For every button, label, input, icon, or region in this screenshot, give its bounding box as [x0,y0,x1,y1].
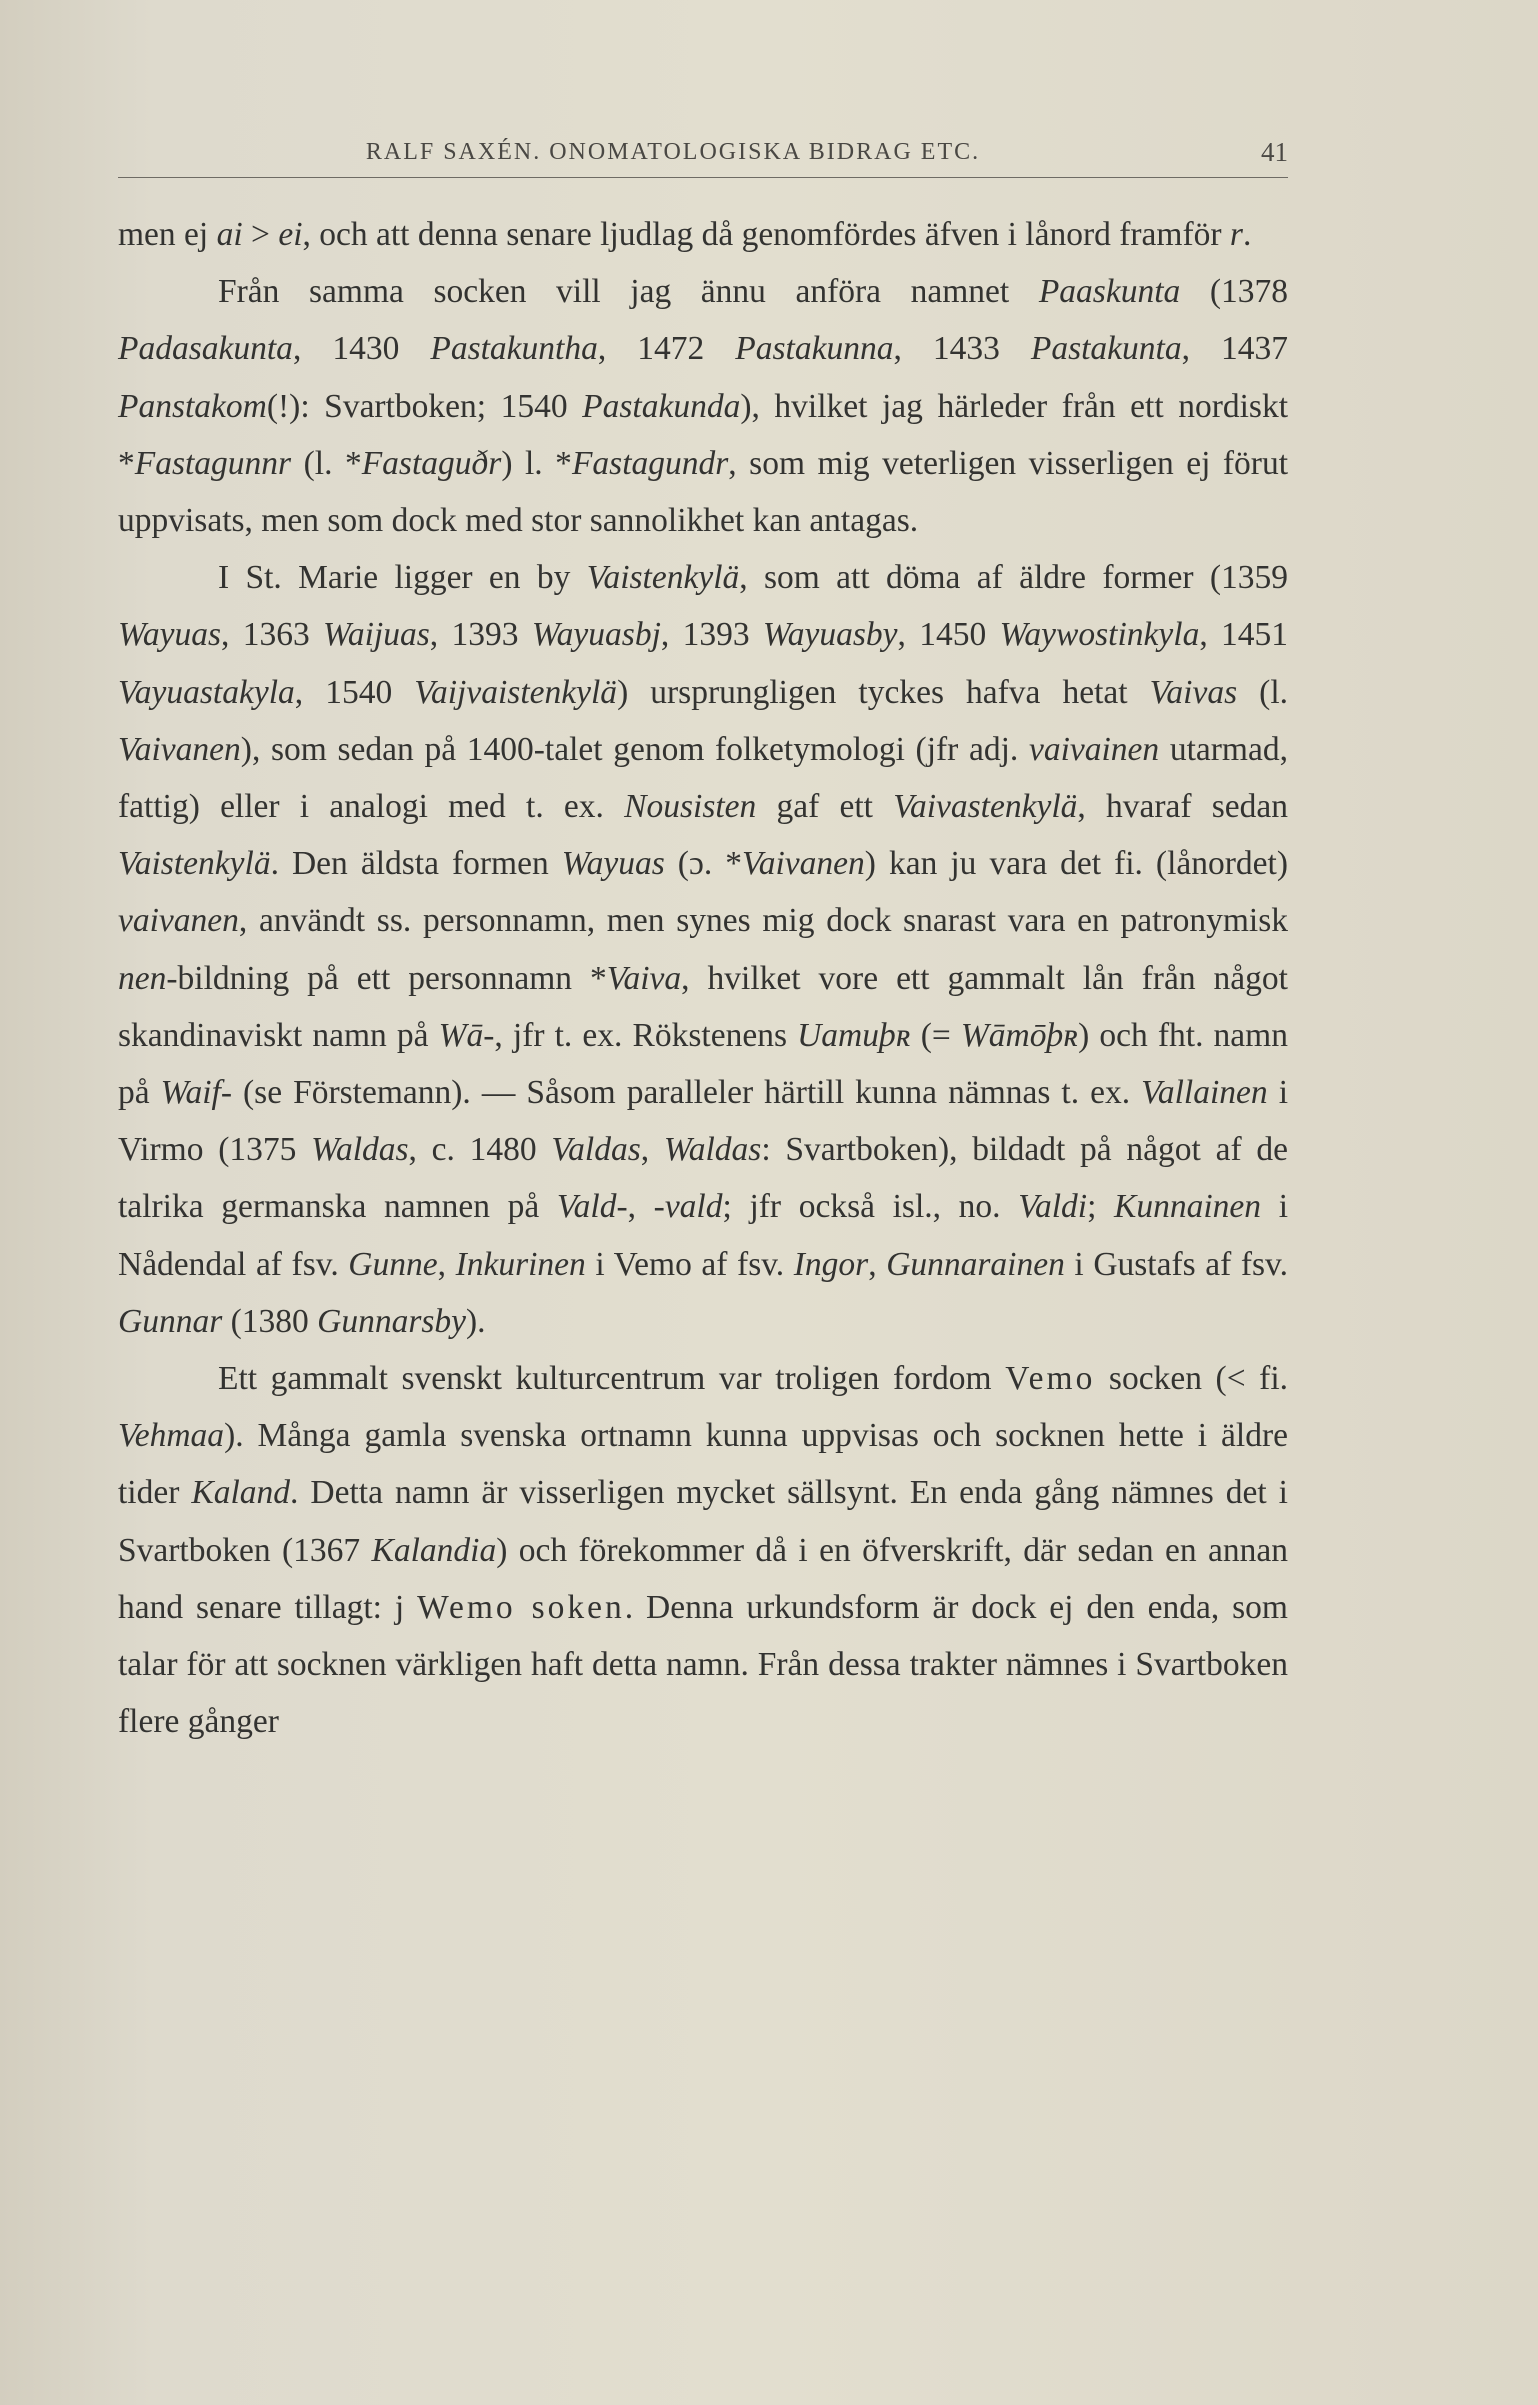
book-page [118,135,1288,1750]
paragraph: Från samma socken vill jag ännu anföra namnet Paaskunta (1378 Padasakunta, 1430 Pastakuntha, 1472 Pastakunna, 1433 Pastakunta, 1437 Panstakom(!): Svartboken; 1540 Pastakunda), hvilket jag härleder från ett nordiskt *Fastagunnr (l. *Fastaguðr) l. *Fastagundr, som mig veterligen visserligen ej förut uppvisats, men som dock med stor sannolikhet kan antagas. [118,273,1289,540]
running-head: RALF SAXÉN. ONOMATOLOGISKA BIDRAG ETC. [365,139,981,165]
body-text [118,206,1288,1750]
page-number: 41 [1261,137,1288,167]
page-header [118,135,1288,178]
paragraph: Ett gammalt svenskt kulturcentrum var troligen fordom Vemo socken (< fi. Vehmaa). Många gamla svenska ortnamn kunna uppvisas och socknen hette i äldre tider Kaland. Detta namn är visserligen mycket sällsynt. En enda gång nämnes det i Svartboken (1367 Kalandia) och förekommer då i en öfverskrift, där sedan en annan hand senare tillagt: j Wemo soken. Denna urkundsform är dock ej den enda, som talar för att socknen värkligen haft detta namn. Från dessa trakter nämnes i Svartboken flere gånger [118,1360,1288,1741]
paragraph: I St. Marie ligger en by Vaistenkylä, som att döma af äldre former (1359 Wayuas, 1363 Waijuas, 1393 Wayuasbj, 1393 Wayuasby, 1450 Waywostinkyla, 1451 Vayuastakyla, 1540 Vaijvaistenkylä) ursprungligen tyckes hafva hetat Vaivas (l. Vaivanen), som sedan på 1400-talet genom folketymologi (jfr adj. vaivainen utarmad, fattig) eller i analogi med t. ex. Nousisten gaf ett Vaivastenkylä, hvaraf sedan Vaistenkylä. Den äldsta formen Wayuas (ɔ. *Vaivanen) kan ju vara det fi. (lånordet) vaivanen, användt ss. personnamn, men synes mig dock snarast vara en patronymisk nen-bildning på ett personnamn *Vaiva, hvilket vore ett gammalt lån från något skandinaviskt namn på Wā-, jfr t. ex. Rökstenens Uamuþʀ (= Wāmōþʀ) och fht. namn på Waif- (se Förstemann). — Såsom paralleler härtill kunna nämnas t. ex. Vallainen i Virmo (1375 Waldas, c. 1480 Valdas, Waldas: Svartboken), bildadt på något af de talrika germanska namnen på Vald-, -vald; jfr också isl., no. Valdi; Kunnainen i Nådendal af fsv. Gunne, Inkurinen i Vemo af fsv. Ingor, Gunnarainen i Gustafs af fsv. Gunnar (1380 Gunnarsby). [118,559,1289,1340]
paragraph: men ej ai > ei, och att denna senare ljudlag då genomfördes äfven i lånord framför r. [118,216,1252,253]
